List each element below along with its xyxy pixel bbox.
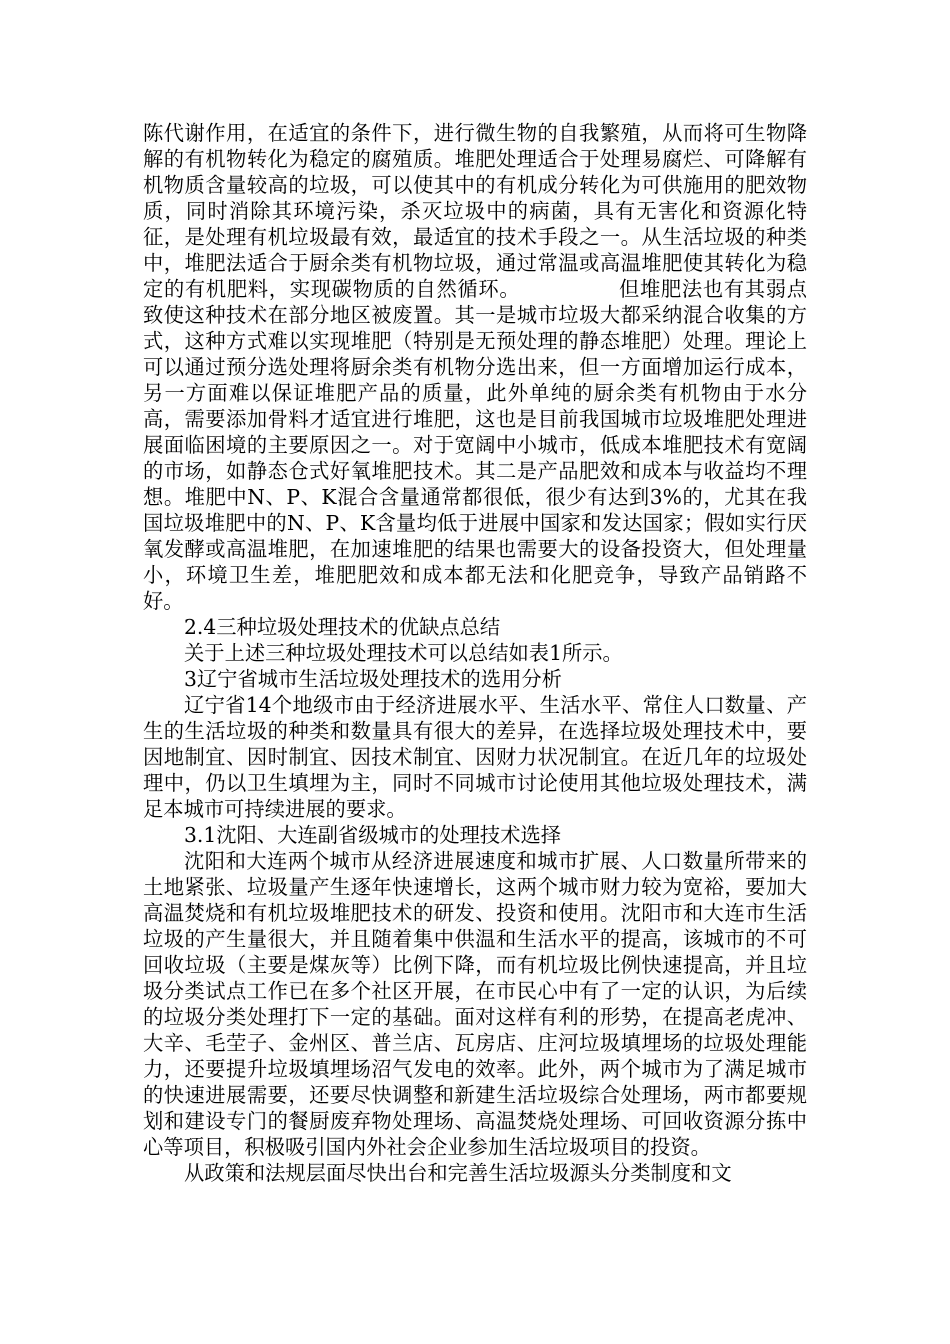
body-paragraph: 从政策和法规层面尽快出台和完善生活垃圾源头分类制度和文 — [184, 1161, 732, 1185]
body-paragraph: 关于上述三种垃圾处理技术可以总结如表1所示。 — [184, 641, 623, 665]
section-heading-3-1: 3.1沈阳、大连副省级城市的处理技术选择 — [184, 823, 562, 847]
paragraph-text: 陈代谢作用，在适宜的条件下，进行微生物的自我繁殖，从而将可生物降解的有机物转化为稳定的腐殖质。堆肥处理适合于处理易腐烂、可降解有机物质含量较高的垃圾，可以使其中的有机成分转化为可供施用的肥效物质，同时消除其环境污染，杀灭垃圾中的病菌，具有无害化和资源化特征，是处理有机垃圾最有效，最适宜的技术手段之一。从生活垃圾的种类中，堆肥法适合于厨余类有机物垃圾，通过常温或高温堆肥使其转化为稳定的有机肥料，实现碳物质的自然循环。 — [143, 121, 807, 301]
section-heading-2-4: 2.4三种垃圾处理技术的优缺点总结 — [184, 615, 501, 639]
section-heading-3: 3辽宁省城市生活垃圾处理技术的选用分析 — [184, 667, 562, 691]
document-page — [143, 120, 807, 1186]
paragraph-text: 但堆肥法也有其弱点致使这种技术在部分地区被废置。其一是城市垃圾大都采纳混合收集的方式，这种方式难以实现堆肥（特别是无预处理的静态堆肥）处理。理论上可以通过预分选处理将厨余类有机物分选出来，但一方面增加运行成本，另一方面难以保证堆肥产品的质量，此外单纯的厨余类有机物由于水分高，需要添加骨料才适宜进行堆肥，这也是目前我国城市垃圾堆肥处理进展面临困境的主要原因之一。对于宽阔中小城市，低成本堆肥技术有宽阔的市场，如静态仓式好氧堆肥技术。其二是产品肥效和成本与收益均不理想。堆肥中N、P、K混合含量通常都很低，很少有达到3%的，尤其在我国垃圾堆肥中的N、P、K含量均低于进展中国家和发达国家；假如实行厌氧发酵或高温堆肥，在加速堆肥的结果也需要大的设备投资大，但处理量小，环境卫生差，堆肥肥效和成本都无法和化肥竞争，导致产品销路不好。 — [143, 277, 807, 613]
body-paragraph: 沈阳和大连两个城市从经济进展速度和城市扩展、人口数量所带来的土地紧张、垃圾量产生逐年快速增长，这两个城市财力较为宽裕，要加大高温焚烧和有机垃圾堆肥技术的研发、投资和使用。沈阳市和大连市生活垃圾的产生量很大，并且随着集中供温和生活水平的提高，该城市的不可回收垃圾（主要是煤灰等）比例下降，而有机垃圾比例快速提高，并且垃圾分类试点工作已在多个社区开展，在市民心中有了一定的认识，为后续的垃圾分类处理打下一定的基础。面对这样有利的形势，在提高老虎冲、大辛、毛茔子、金州区、普兰店、瓦房店、庄河垃圾填埋场的垃圾处理能力，还要提升垃圾填埋场沼气发电的效率。此外，两个城市为了满足城市的快速进展需要，还要尽快调整和新建生活垃圾综合处理场，两市都要规划和建设专门的餐厨废弃物处理场、高温焚烧处理场、可回收资源分拣中心等项目，积极吸引国内外社会企业参加生活垃圾项目的投资。 — [143, 849, 807, 1159]
body-paragraph — [143, 120, 807, 614]
body-paragraph: 辽宁省14个地级市由于经济进展水平、生活水平、常住人口数量、产生的生活垃圾的种类和数量具有很大的差异，在选择垃圾处理技术中，要因地制宜、因时制宜、因技术制宜、因财力状况制宜。在近几年的垃圾处理中，仍以卫生填埋为主，同时不同城市讨论使用其他垃圾处理技术，满足本城市可持续进展的要求。 — [143, 693, 807, 821]
